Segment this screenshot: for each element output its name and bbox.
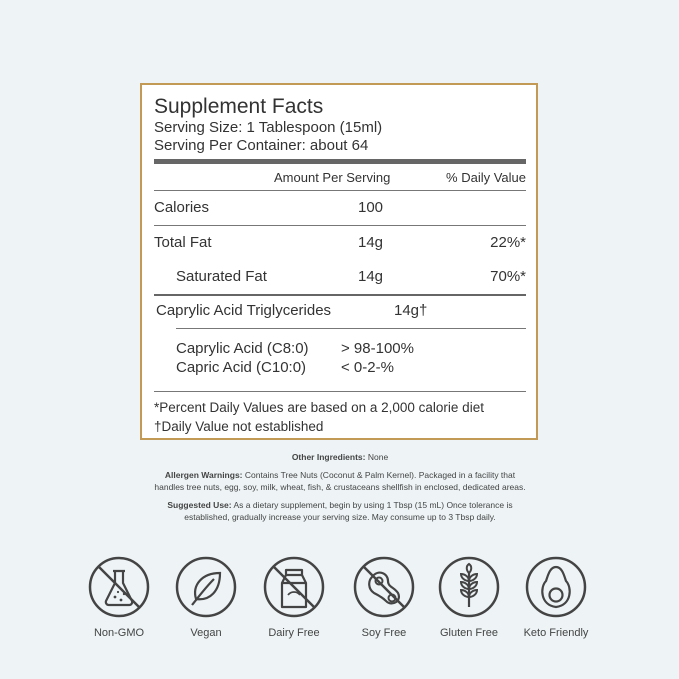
caprylic-acid-label: Caprylic Acid (C8:0): [176, 340, 309, 357]
badge-gluten-free: [429, 555, 509, 639]
suggested-use: [60, 499, 620, 523]
nutrient-name: Calories: [154, 199, 210, 216]
avocado-icon: [524, 555, 588, 619]
milk-carton-icon: [262, 555, 326, 619]
suggested-use-label: Suggested Use:: [167, 500, 232, 510]
nutrient-row-saturated-fat: [154, 260, 526, 294]
serving-size: Serving Size: 1 Tablespoon (15ml): [154, 119, 383, 136]
divider: [154, 391, 526, 392]
capric-acid-label: Capric Acid (C10:0): [176, 359, 307, 376]
leaf-icon: [174, 555, 238, 619]
suggested-use-text-1: As a dietary supplement, begin by using 1 Tbsp (15 mL) Once tolerance is: [231, 500, 513, 510]
caprylic-acid-value: > 98-100%: [341, 340, 414, 357]
caprylic-triglycerides-row: [154, 296, 526, 328]
servings-per-container: Serving Per Container: about 64: [154, 137, 369, 154]
badge-label: Dairy Free: [268, 627, 320, 639]
badge-vegan: [166, 555, 246, 639]
allergen-text-1: Contains Tree Nuts (Coconut & Palm Kernel). Packaged in a facility that: [242, 470, 516, 480]
column-header: [154, 164, 526, 190]
nutrient-amount: 14g: [358, 234, 384, 251]
badge-label: Soy Free: [361, 627, 407, 639]
badge-label: Vegan: [190, 627, 222, 639]
supplement-facts-panel: [140, 83, 538, 440]
nutrient-amount: 100: [358, 199, 384, 216]
badge-soy-free: [344, 555, 424, 639]
supplement-facts: [154, 95, 526, 436]
allergen-text-2: handles tree nuts, egg, soy, milk, wheat, fish, & crustaceans shellfish in enclosed, dedicated areas.: [154, 482, 526, 492]
nutrient-row-total-fat: [154, 226, 526, 260]
allergen-warnings: [60, 469, 620, 493]
badge-dairy-free: [254, 555, 334, 639]
badge-keto-friendly: [516, 555, 596, 639]
nutrient-name: Saturated Fat: [176, 268, 267, 285]
other-ingredients-label: Other Ingredients:: [291, 452, 366, 462]
badge-label: Keto Friendly: [523, 627, 589, 639]
nutrient-row-calories: [154, 191, 526, 225]
badge-label: Gluten Free: [439, 627, 499, 639]
badge-label: Non-GMO: [93, 627, 145, 639]
other-ingredients: [60, 451, 620, 463]
nutrient-name: Caprylic Acid Triglycerides: [156, 302, 332, 319]
nutrient-dv: 22%*: [490, 234, 526, 251]
footnote-daily-values: *Percent Daily Values are based on a 2,000 calorie diet: [154, 400, 484, 415]
nutrient-dv: 70%*: [490, 268, 526, 285]
amount-per-serving-header: Amount Per Serving: [274, 170, 391, 185]
soybean-icon: [352, 555, 416, 619]
nutrient-name: Total Fat: [154, 234, 212, 251]
wheat-icon: [437, 555, 501, 619]
product-badges: [0, 555, 679, 645]
badge-non-gmo: [79, 555, 159, 639]
footnotes: [154, 398, 526, 436]
flask-icon: [87, 555, 151, 619]
footnote-not-established: †Daily Value not established: [154, 419, 324, 434]
daily-value-header: % Daily Value: [446, 170, 526, 185]
nutrient-amount: 14g†: [394, 302, 428, 319]
other-ingredients-text: None: [365, 452, 389, 462]
capric-acid-value: < 0-2-%: [341, 359, 394, 376]
allergen-label: Allergen Warnings:: [164, 470, 243, 480]
suggested-use-text-2: established, gradually increase your serving size. May consume up to 3 Tbsp daily.: [184, 512, 496, 522]
fatty-acid-breakdown: [154, 329, 526, 391]
nutrient-amount: 14g: [358, 268, 384, 285]
facts-title: Supplement Facts: [154, 95, 324, 118]
